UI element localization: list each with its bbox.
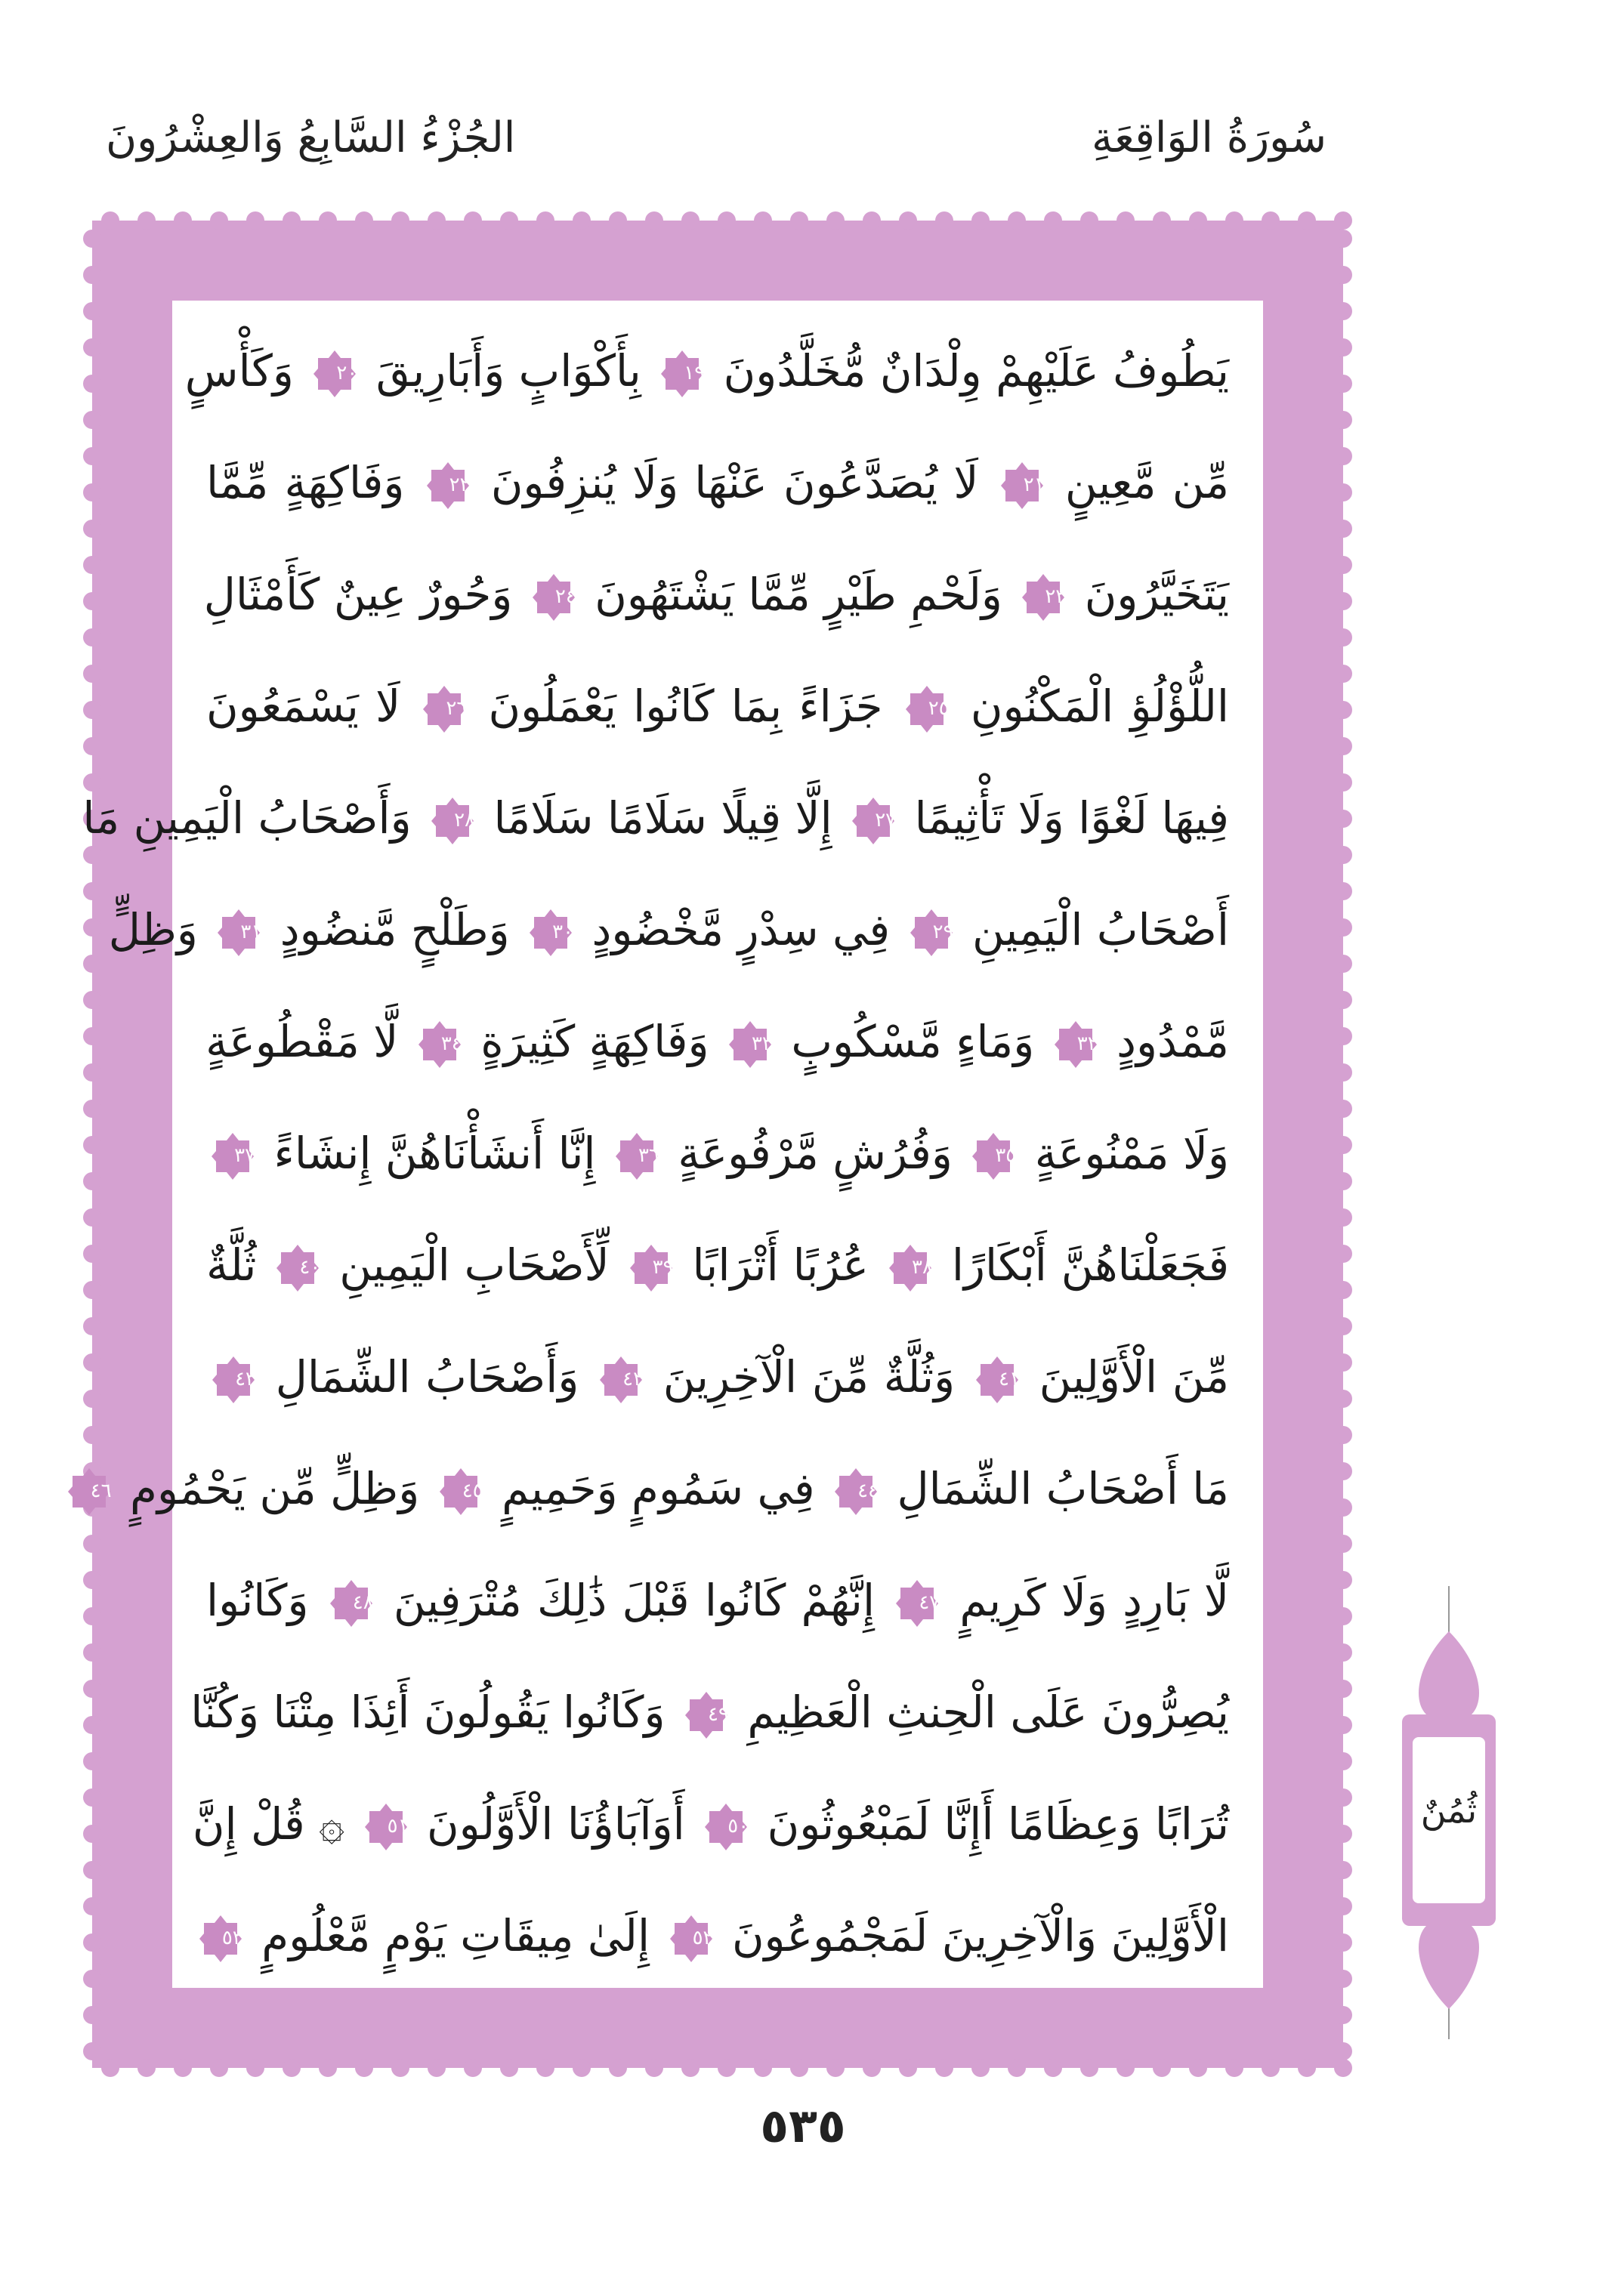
ayah-number: ٣٥	[995, 1143, 1017, 1167]
verse-text: أَصْحَابُ الْيَمِينِ	[972, 904, 1229, 955]
verse-text: إِنَّهُمْ كَانُوا قَبْلَ ذَٰلِكَ مُتْرَفِينَ	[393, 1575, 876, 1626]
ayah-number-marker	[329, 1578, 374, 1628]
verse-text: وَلَحْمِ طَيْرٍ مِّمَّا يَشْتَهُونَ	[595, 569, 1002, 620]
ayah-number-marker	[909, 908, 954, 958]
ayah-number-marker	[528, 908, 573, 958]
verse-text: ثُلَّةٌ	[206, 1239, 257, 1291]
ayah-number: ٢٨	[454, 808, 476, 832]
verse-line	[206, 1097, 1229, 1210]
ayah-number-marker	[971, 1131, 1016, 1181]
ayah-number: ٣٢	[1076, 1032, 1098, 1055]
verse-text: لِّأَصْحَابِ الْيَمِينِ	[339, 1239, 610, 1291]
ayah-number: ٤٧	[919, 1591, 940, 1614]
verse-text: وَحُورٌ عِينٌ كَأَمْثَالِ	[203, 569, 513, 620]
verse-text: فَجَعَلْنَاهُنَّ أَبْكَارًا	[951, 1239, 1230, 1291]
verse-line	[192, 1767, 1229, 1881]
verse-text: وَفَاكِهَةٍ كَثِيرَةٍ	[480, 1016, 709, 1067]
verse-text: وَكَانُوا يَقُولُونَ أَئِذَا مِتْنَا وَكُنَّا	[190, 1687, 666, 1738]
ayah-number: ٣٦	[638, 1143, 659, 1167]
verse-text: إِنَّا أَنشَأْنَاهُنَّ إِنشَاءً	[273, 1128, 596, 1179]
verse-line	[108, 873, 1229, 986]
ayah-number: ٢٩	[932, 920, 954, 943]
ayah-number-marker	[894, 1578, 940, 1628]
ayah-number: ٤٣	[235, 1367, 256, 1390]
ayah-number: ٣١	[240, 920, 262, 943]
ayah-number-marker	[198, 1914, 243, 1964]
ayah-number: ٢٦	[446, 696, 468, 720]
surah-header: سُورَةُ الوَاقِعَةِ	[1092, 113, 1326, 162]
ayah-number: ٥٣	[221, 1926, 243, 1949]
ayah-number-marker	[210, 1131, 255, 1181]
thumn-marker	[1396, 1586, 1502, 2039]
verse-line	[206, 426, 1229, 539]
verse-line	[206, 1320, 1229, 1433]
ayah-number-marker	[417, 1020, 462, 1069]
ayah-number: ٣٠	[552, 920, 574, 943]
ayah-number: ٢٠	[336, 361, 358, 384]
verse-text: بِأَكْوَابٍ وَأَبَارِيقَ	[375, 345, 641, 397]
verse-text: وَكَانُوا	[206, 1575, 309, 1626]
ayah-number-marker	[669, 1914, 714, 1964]
verse-text: يَطُوفُ عَلَيْهِمْ وِلْدَانٌ مُّخَلَّدُونَ	[723, 345, 1229, 397]
ayah-number: ٥٠	[727, 1814, 749, 1838]
ayah-number: ٤٠	[299, 1255, 321, 1279]
ayah-number: ٢٥	[928, 696, 950, 720]
ayah-number: ٢٢	[449, 473, 471, 496]
ayah-number-marker	[727, 1020, 773, 1069]
verse-text: فِي سَمُومٍ وَحَمِيمٍ	[502, 1463, 815, 1514]
ayah-number-marker	[888, 1243, 933, 1293]
verse-line	[184, 314, 1229, 427]
ayah-number: ٤٩	[707, 1702, 729, 1726]
verse-text: الْأَوَّلِينَ وَالْآخِرِينَ لَمَجْمُوعُونَ	[731, 1910, 1229, 1961]
ayah-number: ٣٨	[911, 1255, 933, 1279]
verse-text: تُرَابًا وَعِظَامًا أَإِنَّا لَمَبْعُوثُونَ	[767, 1798, 1229, 1850]
verse-text: وَظِلٍّ	[108, 904, 198, 955]
verse-text: مَا أَصْحَابُ الشِّمَالِ	[897, 1463, 1229, 1514]
juz-header: الجُزْءُ السَّابِعُ وَالعِشْرُونَ	[106, 113, 516, 162]
ayah-number-marker	[216, 908, 261, 958]
verse-text: لَّا مَقْطُوعَةٍ	[205, 1016, 399, 1067]
ayah-number: ٤٦	[90, 1479, 112, 1502]
ayah-number-marker	[422, 684, 467, 734]
verse-text: وَطَلْحٍ مَّنضُودٍ	[280, 904, 510, 955]
ayah-number: ٤٢	[622, 1367, 644, 1390]
verse-text: ۞ قُلْ إِنَّ	[192, 1798, 345, 1850]
verse-text: اللُّؤْلُؤِ الْمَكْنُونِ	[970, 680, 1230, 732]
verse-text: فِي سِدْرٍ مَّخْضُودٍ	[591, 904, 891, 955]
verse-text: لَّا بَارِدٍ وَلَا كَرِيمٍ	[959, 1575, 1230, 1626]
verse-line	[203, 538, 1229, 651]
ayah-number: ٣٣	[751, 1032, 773, 1055]
verse-text: وَظِلٍّ مِّن يَحْمُومٍ	[130, 1463, 420, 1514]
ayah-number-marker	[363, 1802, 409, 1852]
decorative-page-frame	[83, 211, 1352, 2077]
ayah-number-marker	[66, 1467, 112, 1517]
verse-text: إِلَّا قِيلًا سَلَامًا سَلَامًا	[493, 792, 832, 844]
verse-line	[90, 1432, 1229, 1545]
verse-text: وَفُرُشٍ مَّرْفُوعَةٍ	[678, 1128, 953, 1179]
thumn-label: ثُمُنٌ	[1420, 1790, 1478, 1831]
ayah-number-marker	[974, 1355, 1020, 1405]
verse-text: عُرُبًا أَتْرَابًا	[692, 1239, 869, 1291]
ayah-number-marker	[1053, 1020, 1098, 1069]
ayah-number-marker	[312, 349, 357, 399]
ayah-number-marker	[999, 461, 1045, 511]
ayah-number-marker	[598, 1355, 644, 1405]
ayah-number-marker	[684, 1690, 729, 1740]
ayah-number: ٢٧	[875, 808, 897, 832]
verse-text-area	[82, 301, 1263, 1988]
ayah-number-marker	[438, 1467, 483, 1517]
verse-text: لَا يُصَدَّعُونَ عَنْهَا وَلَا يُنزِفُونَ	[490, 457, 979, 508]
verse-text: وَمَاءٍ مَّسْكُوبٍ	[791, 1016, 1035, 1067]
ayah-number: ٢٤	[554, 585, 576, 608]
verse-text: وَفَاكِهَةٍ مِّمَّا	[206, 457, 405, 508]
ayah-number-marker	[1021, 572, 1066, 622]
verse-text: فِيهَا لَغْوًا وَلَا تَأْثِيمًا	[914, 792, 1229, 844]
ayah-number-marker	[275, 1243, 320, 1293]
verse-text: وَأَصْحَابُ الْيَمِينِ مَا	[82, 792, 412, 844]
verse-text: مِّنَ الْأَوَّلِينَ	[1039, 1351, 1230, 1403]
verse-text: يَتَخَيَّرُونَ	[1084, 569, 1229, 620]
verse-text: إِلَىٰ مِيقَاتِ يَوْمٍ مَّعْلُومٍ	[261, 1910, 650, 1961]
ayah-number: ٢١	[1023, 473, 1045, 496]
ayah-number-marker	[629, 1243, 674, 1293]
ayah-number: ٥١	[387, 1814, 409, 1838]
verse-text: مَّمْدُودٍ	[1116, 1016, 1229, 1067]
ayah-number-marker	[833, 1467, 879, 1517]
ayah-number: ٣٤	[440, 1032, 462, 1055]
verse-text: وَلَا مَمْنُوعَةٍ	[1034, 1128, 1229, 1179]
ayah-number: ٤١	[998, 1367, 1020, 1390]
ayah-number: ٣٩	[652, 1255, 674, 1279]
verse-text: جَزَاءً بِمَا كَانُوا يَعْمَلُونَ	[488, 680, 883, 732]
ayah-number-marker	[904, 684, 950, 734]
verse-text: مِّن مَّعِينٍ	[1064, 457, 1230, 508]
ayah-number-marker	[703, 1802, 749, 1852]
ayah-number-marker	[425, 461, 471, 511]
verse-line	[206, 650, 1229, 763]
verse-text: وَثُلَّةٌ مِّنَ الْآخِرِينَ	[662, 1351, 956, 1403]
ayah-number: ٤٥	[462, 1479, 483, 1502]
verse-line	[206, 985, 1229, 1098]
ayah-number-marker	[659, 349, 705, 399]
verse-text: وَأَصْحَابُ الشِّمَالِ	[275, 1351, 579, 1403]
ayah-number: ٢٣	[1045, 585, 1067, 608]
ayah-number: ٥٢	[692, 1926, 714, 1949]
ayah-number-marker	[430, 796, 475, 846]
page-number: ٥٣٥	[760, 2098, 846, 2153]
verse-text: يُصِرُّونَ عَلَى الْحِنثِ الْعَظِيمِ	[747, 1687, 1229, 1738]
verse-line	[206, 1544, 1229, 1657]
ayah-number: ١٩	[684, 361, 706, 384]
verse-line	[206, 1879, 1229, 1992]
ayah-number-marker	[531, 572, 576, 622]
ayah-number: ٣٧	[234, 1143, 256, 1167]
verse-line	[206, 1208, 1229, 1322]
ayah-number: ٤٤	[857, 1479, 879, 1502]
verse-text: أَوَآبَاؤُنَا الْأَوَّلُونَ	[426, 1798, 685, 1850]
ayah-number-marker	[211, 1355, 256, 1405]
verse-text: لَا يَسْمَعُونَ	[206, 680, 401, 732]
ayah-number-marker	[851, 796, 896, 846]
verse-text: وَكَأْسٍ	[184, 345, 294, 397]
ayah-number: ٤٨	[352, 1591, 374, 1614]
verse-line	[82, 761, 1229, 875]
verse-line	[190, 1656, 1229, 1769]
ayah-number-marker	[614, 1131, 659, 1181]
